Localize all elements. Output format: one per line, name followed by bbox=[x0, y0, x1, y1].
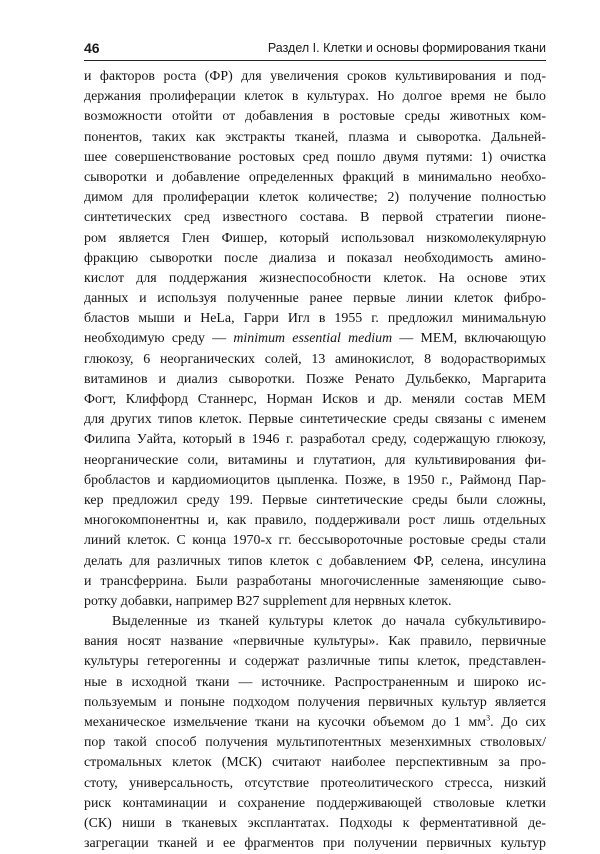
text-fragment: — MEM, включающую bbox=[392, 331, 547, 347]
text-line: риск контаминации и сохранение поддерживающей стволовые клетки bbox=[84, 795, 546, 811]
text-line: синтетических сред известного состава. В первой стратегии пионе- bbox=[84, 210, 546, 226]
text-line: понентов, таких как экстракты тканей, плазма и сыворотка. Дальней- bbox=[84, 129, 546, 145]
text-line: и факторов роста (ФР) для увеличения сроков культивирования и под- bbox=[84, 69, 546, 84]
text-line: данных и используя полученные ранее первые линии клеток фибро- bbox=[84, 291, 546, 307]
text-line: делать для различных типов клеток с добавлением ФР, селена, инсулина bbox=[84, 553, 546, 569]
text-line bbox=[84, 329, 546, 349]
text-line: Филипа Уайта, который в 1946 г. разработал среду, содержащую глюкозу, bbox=[84, 432, 546, 448]
section-title: Раздел I. Клетки и основы формирования ткани bbox=[267, 41, 546, 55]
text-line: фракцию сыворотки после диализа и показал необходимость амино- bbox=[84, 250, 546, 266]
text-line: для других типов клеток. Первые синтетические среды связаны с именем bbox=[84, 412, 546, 428]
text-line: бластов мыши и HeLa, Гарри Игл в 1955 г. предложил минимальную bbox=[84, 311, 546, 327]
text-line: держания пролиферации клеток в культурах. Но долгое время не было bbox=[84, 89, 546, 105]
text-line: многокомпонентны и, как правило, поддерживали рост лишь отдельных bbox=[84, 513, 546, 529]
text-line: неорганические соли, витамины и глутатион, для культивирования фи- bbox=[84, 452, 546, 468]
text-line: кер предложил среду 199. Первые синтетические среды были сложны, bbox=[84, 492, 546, 508]
text-line: пор такой способ получения мультипотентных мезенхимных стволовых/ bbox=[84, 735, 546, 751]
text-line: глюкозу, 6 неорганических солей, 13 аминокислот, 8 водорастворимых bbox=[84, 351, 546, 367]
text-line: кислот для поддержания жизнеспособности клеток. На основе этих bbox=[84, 270, 546, 286]
text-line: шее совершенствование ростовых сред пошло двумя путями: 1) очистка bbox=[84, 149, 546, 165]
text-line: линий клеток. С конца 1970-х гг. бессывороточные ростовые среды стали bbox=[84, 533, 546, 549]
text-fragment: механическое измельчение ткани на кусочки объемом до 1 мм bbox=[84, 715, 487, 730]
text-line: Выделенные из тканей культуры клеток до начала субкультивиро- bbox=[112, 614, 546, 630]
text-line: загрегации тканей и ее фрагментов при получении первичных культур bbox=[84, 836, 546, 852]
text-line: ротку добавки, например B27 supplement для нервных клеток. bbox=[84, 593, 452, 609]
text-line: культуры гетерогенны и содержат различные типы клеток, представлен- bbox=[84, 654, 546, 670]
text-line: стромальных клеток (МСК) считают наиболее перспективным за про- bbox=[84, 755, 546, 771]
text-line: возможности отойти от добавления в ростовые среды животных ком- bbox=[84, 109, 546, 125]
text-line: стоту, универсальность, отсутствие протеолитического стресса, низкий bbox=[84, 775, 546, 791]
superscript: 3 bbox=[486, 713, 491, 723]
italic-term: minimum essential medium bbox=[233, 331, 393, 347]
text-line: ные в исходной ткани — источнике. Распространенным и широко ис- bbox=[84, 674, 546, 690]
text-line: димом для пролиферации клеток количестве; 2) получение полностью bbox=[84, 190, 546, 206]
text-line: бробластов и кардиомиоцитов цыпленка. Позже, в 1950 г., Раймонд Пар- bbox=[84, 472, 546, 488]
text-line: вания носят название «первичные культуры». Как правило, первичные bbox=[84, 634, 546, 650]
text-line: Фогт, Клиффорд Станнерс, Норман Исков и др. меняли состав MEM bbox=[84, 392, 546, 407]
text-fragment: необходимую среду — bbox=[84, 331, 234, 347]
header-divider bbox=[84, 60, 546, 61]
running-header bbox=[84, 38, 546, 60]
text-line: сыворотки и добавление определенных фракций в минимально необхо- bbox=[84, 169, 546, 185]
text-line bbox=[84, 713, 546, 733]
text-line: и трансферрина. Были разработаны многочисленные заменяющие сыво- bbox=[84, 573, 546, 589]
page-number: 46 bbox=[84, 40, 100, 56]
body-text bbox=[84, 67, 546, 854]
text-line: витаминов и диализ сыворотки. Позже Ренато Дульбекко, Маргарита bbox=[84, 371, 546, 387]
text-line: пользуемым и поныне подходом получения первичных культур является bbox=[84, 694, 546, 710]
text-fragment: . До сих bbox=[490, 715, 546, 730]
text-line: ром является Глен Фишер, который использовал низкомолекулярную bbox=[84, 230, 546, 246]
text-line: (СК) ниши в тканевых эксплантатах. Подходы к ферментативной де- bbox=[84, 815, 546, 831]
